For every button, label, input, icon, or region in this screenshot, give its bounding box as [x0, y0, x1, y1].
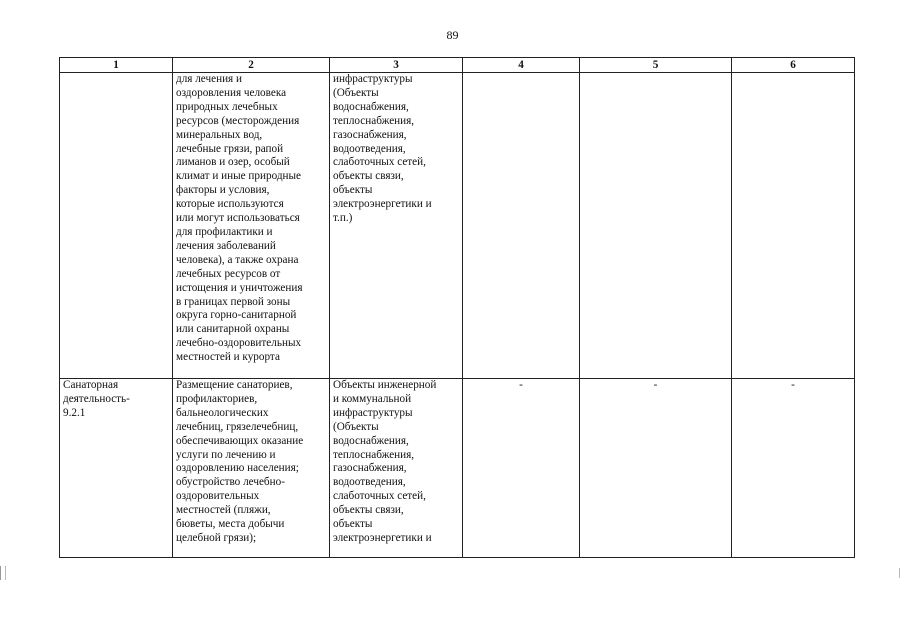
table-cell [330, 73, 463, 379]
dash-value: - [791, 379, 795, 391]
cell-text: для лечения и оздоровления человека природных лечебных ресурсов (месторождения минеральных вод, лечебные грязи, рапой лиманов и озер, особый климат и иные природные факторы и условия, которые используются или могут использоваться для профилактики и лечения заболеваний человека), а также охрана лечебных ресурсов от истощения и уничтожения в границах первой зоны округа горно-санитарной или санитарной охраны лечебно-оздоровительных местностей и курорта [176, 73, 303, 364]
table-cell [463, 73, 580, 379]
cell-text: Объекты инженерной и коммунальной инфраструктуры (Объекты водоснабжения, теплоснабжения, газоснабжения, водоотведения, слаботочных сетей, объекты связи, объекты электроэнергетики и [333, 379, 437, 544]
table-cell [580, 73, 732, 379]
column-header-6: 6 [732, 58, 855, 73]
scan-margin-mark-right [899, 568, 903, 578]
table-cell [330, 379, 463, 558]
table-cell [60, 379, 173, 558]
page-number: 89 [446, 28, 459, 42]
table-cell [463, 379, 580, 558]
table-cell [173, 379, 330, 558]
table-cell [60, 73, 173, 379]
table-header-row [60, 58, 855, 73]
column-header-5: 5 [580, 58, 732, 73]
column-header-3: 3 [330, 58, 463, 73]
cell-text: инфраструктуры (Объекты водоснабжения, теплоснабжения, газоснабжения, водоотведения, слаботочных сетей, объекты связи, объекты электроэнергетики и т.п.) [333, 73, 432, 225]
table-cell [732, 73, 855, 379]
scan-margin-mark [0, 566, 6, 580]
cell-text: Санаторная деятельность- 9.2.1 [63, 379, 130, 419]
dash-value: - [653, 379, 658, 391]
table-cell [580, 379, 732, 558]
table-cell [173, 73, 330, 379]
table-cell [732, 379, 855, 558]
zoning-table [59, 57, 855, 558]
column-header-2: 2 [173, 58, 330, 73]
column-header-4: 4 [463, 58, 580, 73]
dash-value: - [519, 379, 523, 391]
column-header-1: 1 [60, 58, 173, 73]
table-row [60, 379, 855, 558]
cell-text: Размещение санаториев, профилакториев, бальнеологических лечебниц, грязелечебниц, обеспечивающих оказание услуги по лечению и оздоровлению населения; обустройство лечебно- оздоровительных местностей (пляжи, бюветы, места добычи целебной грязи); [176, 379, 304, 544]
table-row [60, 73, 855, 379]
